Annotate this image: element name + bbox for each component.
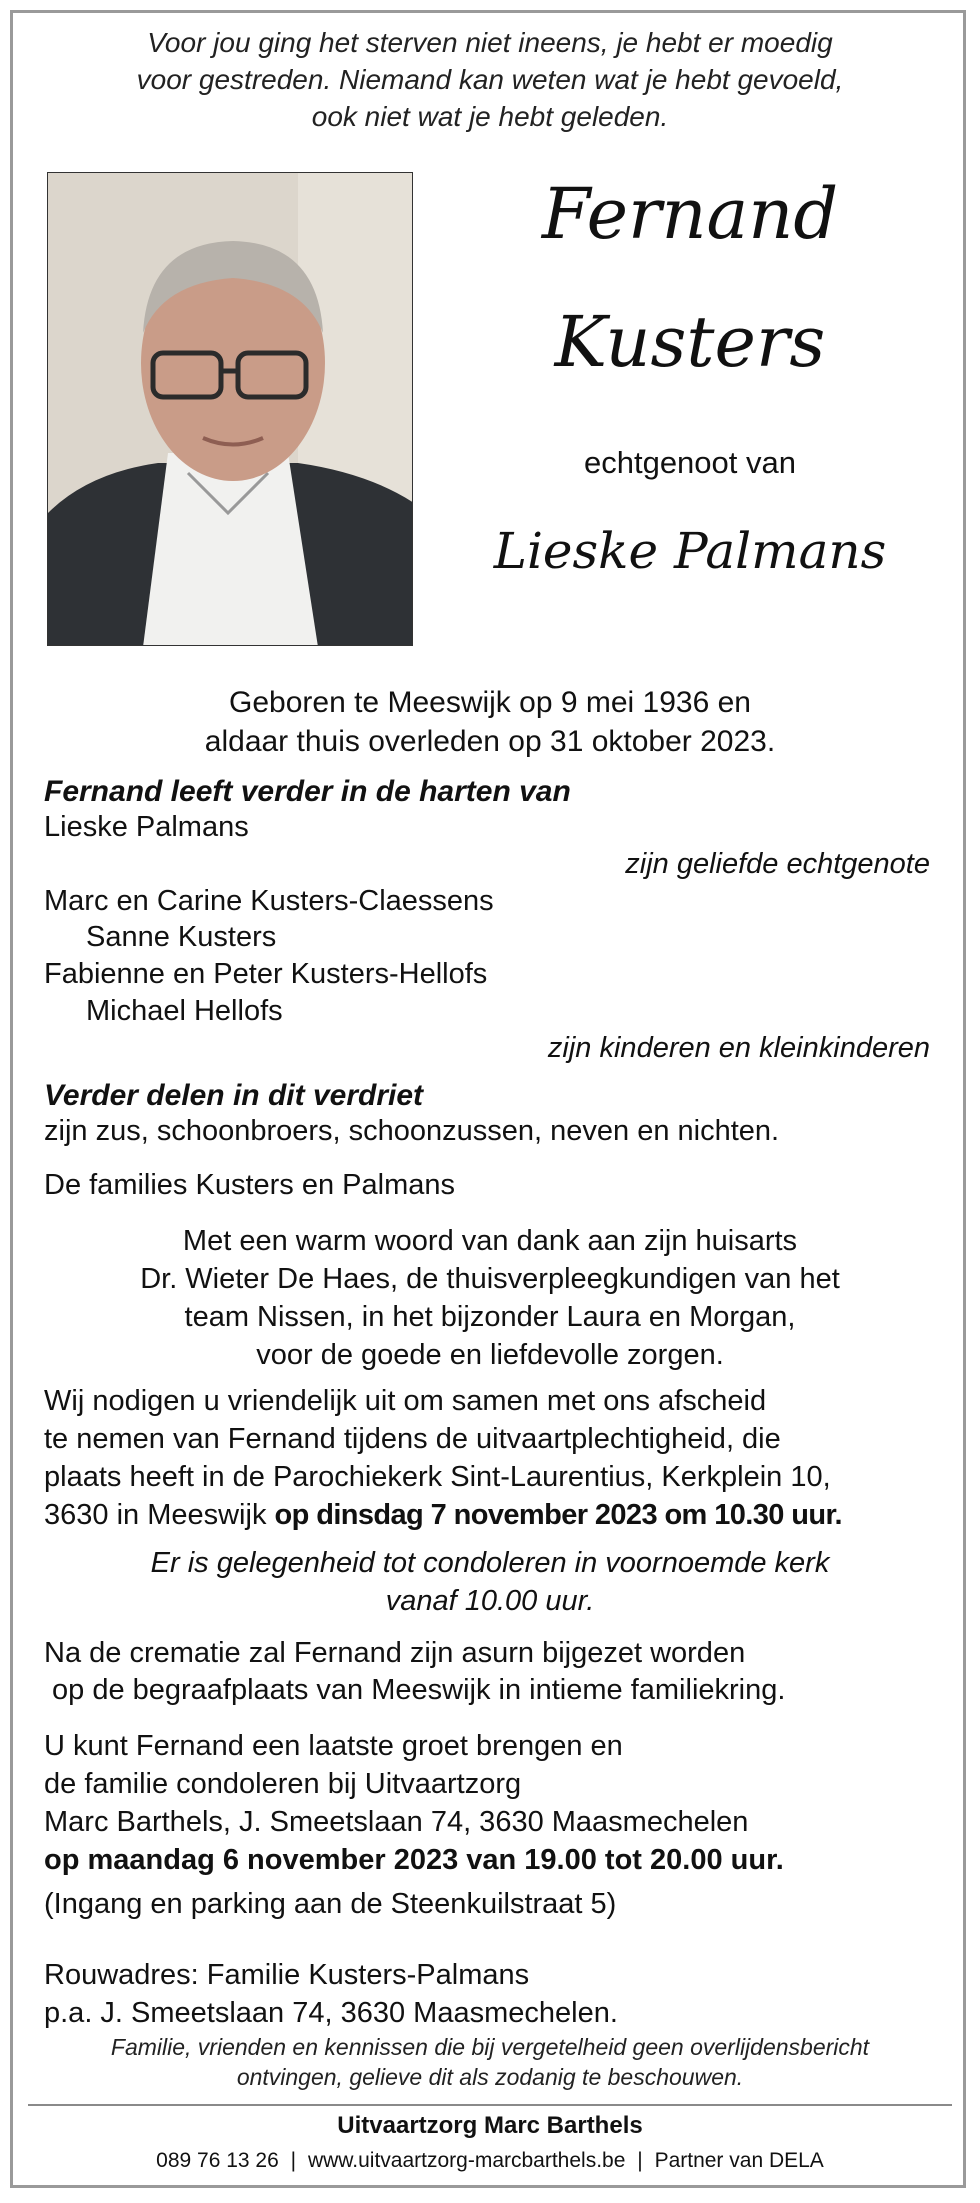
birth-death (40, 683, 940, 761)
poem-line: ook niet wat je hebt geleden. (311, 101, 669, 132)
phone-number: 089 76 13 26 (156, 2149, 279, 2172)
condolence-line: vanaf 10.00 uur. (385, 1585, 595, 1617)
invitation-place: 3630 in Meeswijk (44, 1499, 267, 1531)
deceased-last-name: Kusters (554, 301, 826, 383)
condolence-line: Er is gelegenheid tot condoleren in voornoemde kerk (150, 1547, 830, 1579)
thanks-block (40, 1222, 940, 1374)
children-role: zijn kinderen en kleinkinderen (547, 1032, 930, 1064)
condolence-block (40, 1544, 940, 1620)
spouse-role: zijn geliefde echtgenote (625, 848, 930, 880)
invitation-block (44, 1382, 944, 1534)
poem-line: voor gestreden. Niemand kan weten wat je hebt gevoeld, (136, 64, 844, 95)
poem-line: Voor jou ging het sterven niet ineens, je hebt er moedig (147, 27, 833, 58)
address-block (44, 1956, 618, 2032)
spouse-name: Lieske Palmans (493, 522, 887, 580)
visit-block (44, 1727, 944, 1879)
invitation-line-last (44, 1496, 944, 1534)
footer-divider (28, 2104, 952, 2106)
invitation-line: plaats heeft in de Parochiekerk Sint-Laurentius, Kerkplein 10, (44, 1461, 831, 1493)
deceased-first-name: Fernand (541, 173, 839, 255)
portrait-photo (47, 172, 413, 646)
thanks-line: Dr. Wieter De Haes, de thuisverpleegkundigen van het (140, 1263, 840, 1295)
thanks-line: team Nissen, in het bijzonder Laura en Morgan, (184, 1301, 796, 1333)
ceremony-datetime: op dinsdag 7 november 2023 om 10.30 uur. (274, 1499, 842, 1531)
survivors-heading: Fernand leeft verder in de harten van (44, 775, 571, 808)
grandchild-entry: Sanne Kusters (86, 921, 277, 953)
portrait-illustration (48, 173, 413, 646)
address-line: Rouwadres: Familie Kusters-Palmans (44, 1959, 530, 1991)
invitation-line: te nemen van Fernand tijdens de uitvaartplechtigheid, die (44, 1423, 781, 1455)
partner-text: Partner van DELA (654, 2149, 824, 2172)
thanks-line: voor de goede en liefdevolle zorgen. (256, 1339, 724, 1371)
website-link[interactable]: www.uitvaartzorg-marcbarthels.be (307, 2149, 626, 2172)
families-line: De families Kusters en Palmans (44, 1169, 455, 1201)
company-name: Uitvaartzorg Marc Barthels (337, 2112, 643, 2139)
separator: | (637, 2149, 643, 2172)
address-line: p.a. J. Smeetslaan 74, 3630 Maasmechelen. (44, 1997, 618, 2029)
invitation-line: Wij nodigen u vriendelijk uit om samen met ons afscheid (44, 1385, 767, 1417)
grandchild-entry: Michael Hellofs (86, 995, 283, 1027)
others-line: zijn zus, schoonbroers, schoonzussen, neven en nichten. (44, 1115, 780, 1147)
spouse-entry: Lieske Palmans (44, 811, 249, 843)
separator: | (290, 2149, 297, 2172)
cremation-line: op de begraafplaats van Meeswijk in intieme familiekring. (52, 1674, 786, 1706)
visit-line: Marc Barthels, J. Smeetslaan 74, 3630 Maasmechelen (44, 1806, 749, 1838)
birth-line: Geboren te Meeswijk op 9 mei 1936 en (229, 686, 751, 719)
poem (40, 24, 940, 135)
notice-block (40, 2032, 940, 2092)
notice-line: Familie, vrienden en kennissen die bij vergetelheid geen overlijdensbericht (110, 2034, 870, 2060)
visit-line: U kunt Fernand een laatste groet brengen en (44, 1730, 623, 1762)
visit-time: op maandag 6 november 2023 van 19.00 tot 20.00 uur. (44, 1844, 784, 1876)
death-line: aldaar thuis overleden op 31 oktober 2023. (204, 725, 776, 758)
notice-line: ontvingen, gelieve dit als zodanig te beschouwen. (236, 2064, 744, 2090)
parking-line: (Ingang en parking aan de Steenkuilstraat 5) (44, 1888, 617, 1920)
thanks-line: Met een warm woord van dank aan zijn huisarts (182, 1225, 798, 1257)
cremation-line: Na de crematie zal Fernand zijn asurn bijgezet worden (44, 1637, 746, 1669)
visit-line: de familie condoleren bij Uitvaartzorg (44, 1768, 522, 1800)
child-entry: Marc en Carine Kusters-Claessens (44, 885, 494, 917)
child-entry: Fabienne en Peter Kusters-Hellofs (44, 958, 488, 990)
footer-contact (40, 2146, 940, 2176)
spouse-intro: echtgenoot van (583, 445, 796, 480)
others-heading: Verder delen in dit verdriet (44, 1079, 423, 1112)
